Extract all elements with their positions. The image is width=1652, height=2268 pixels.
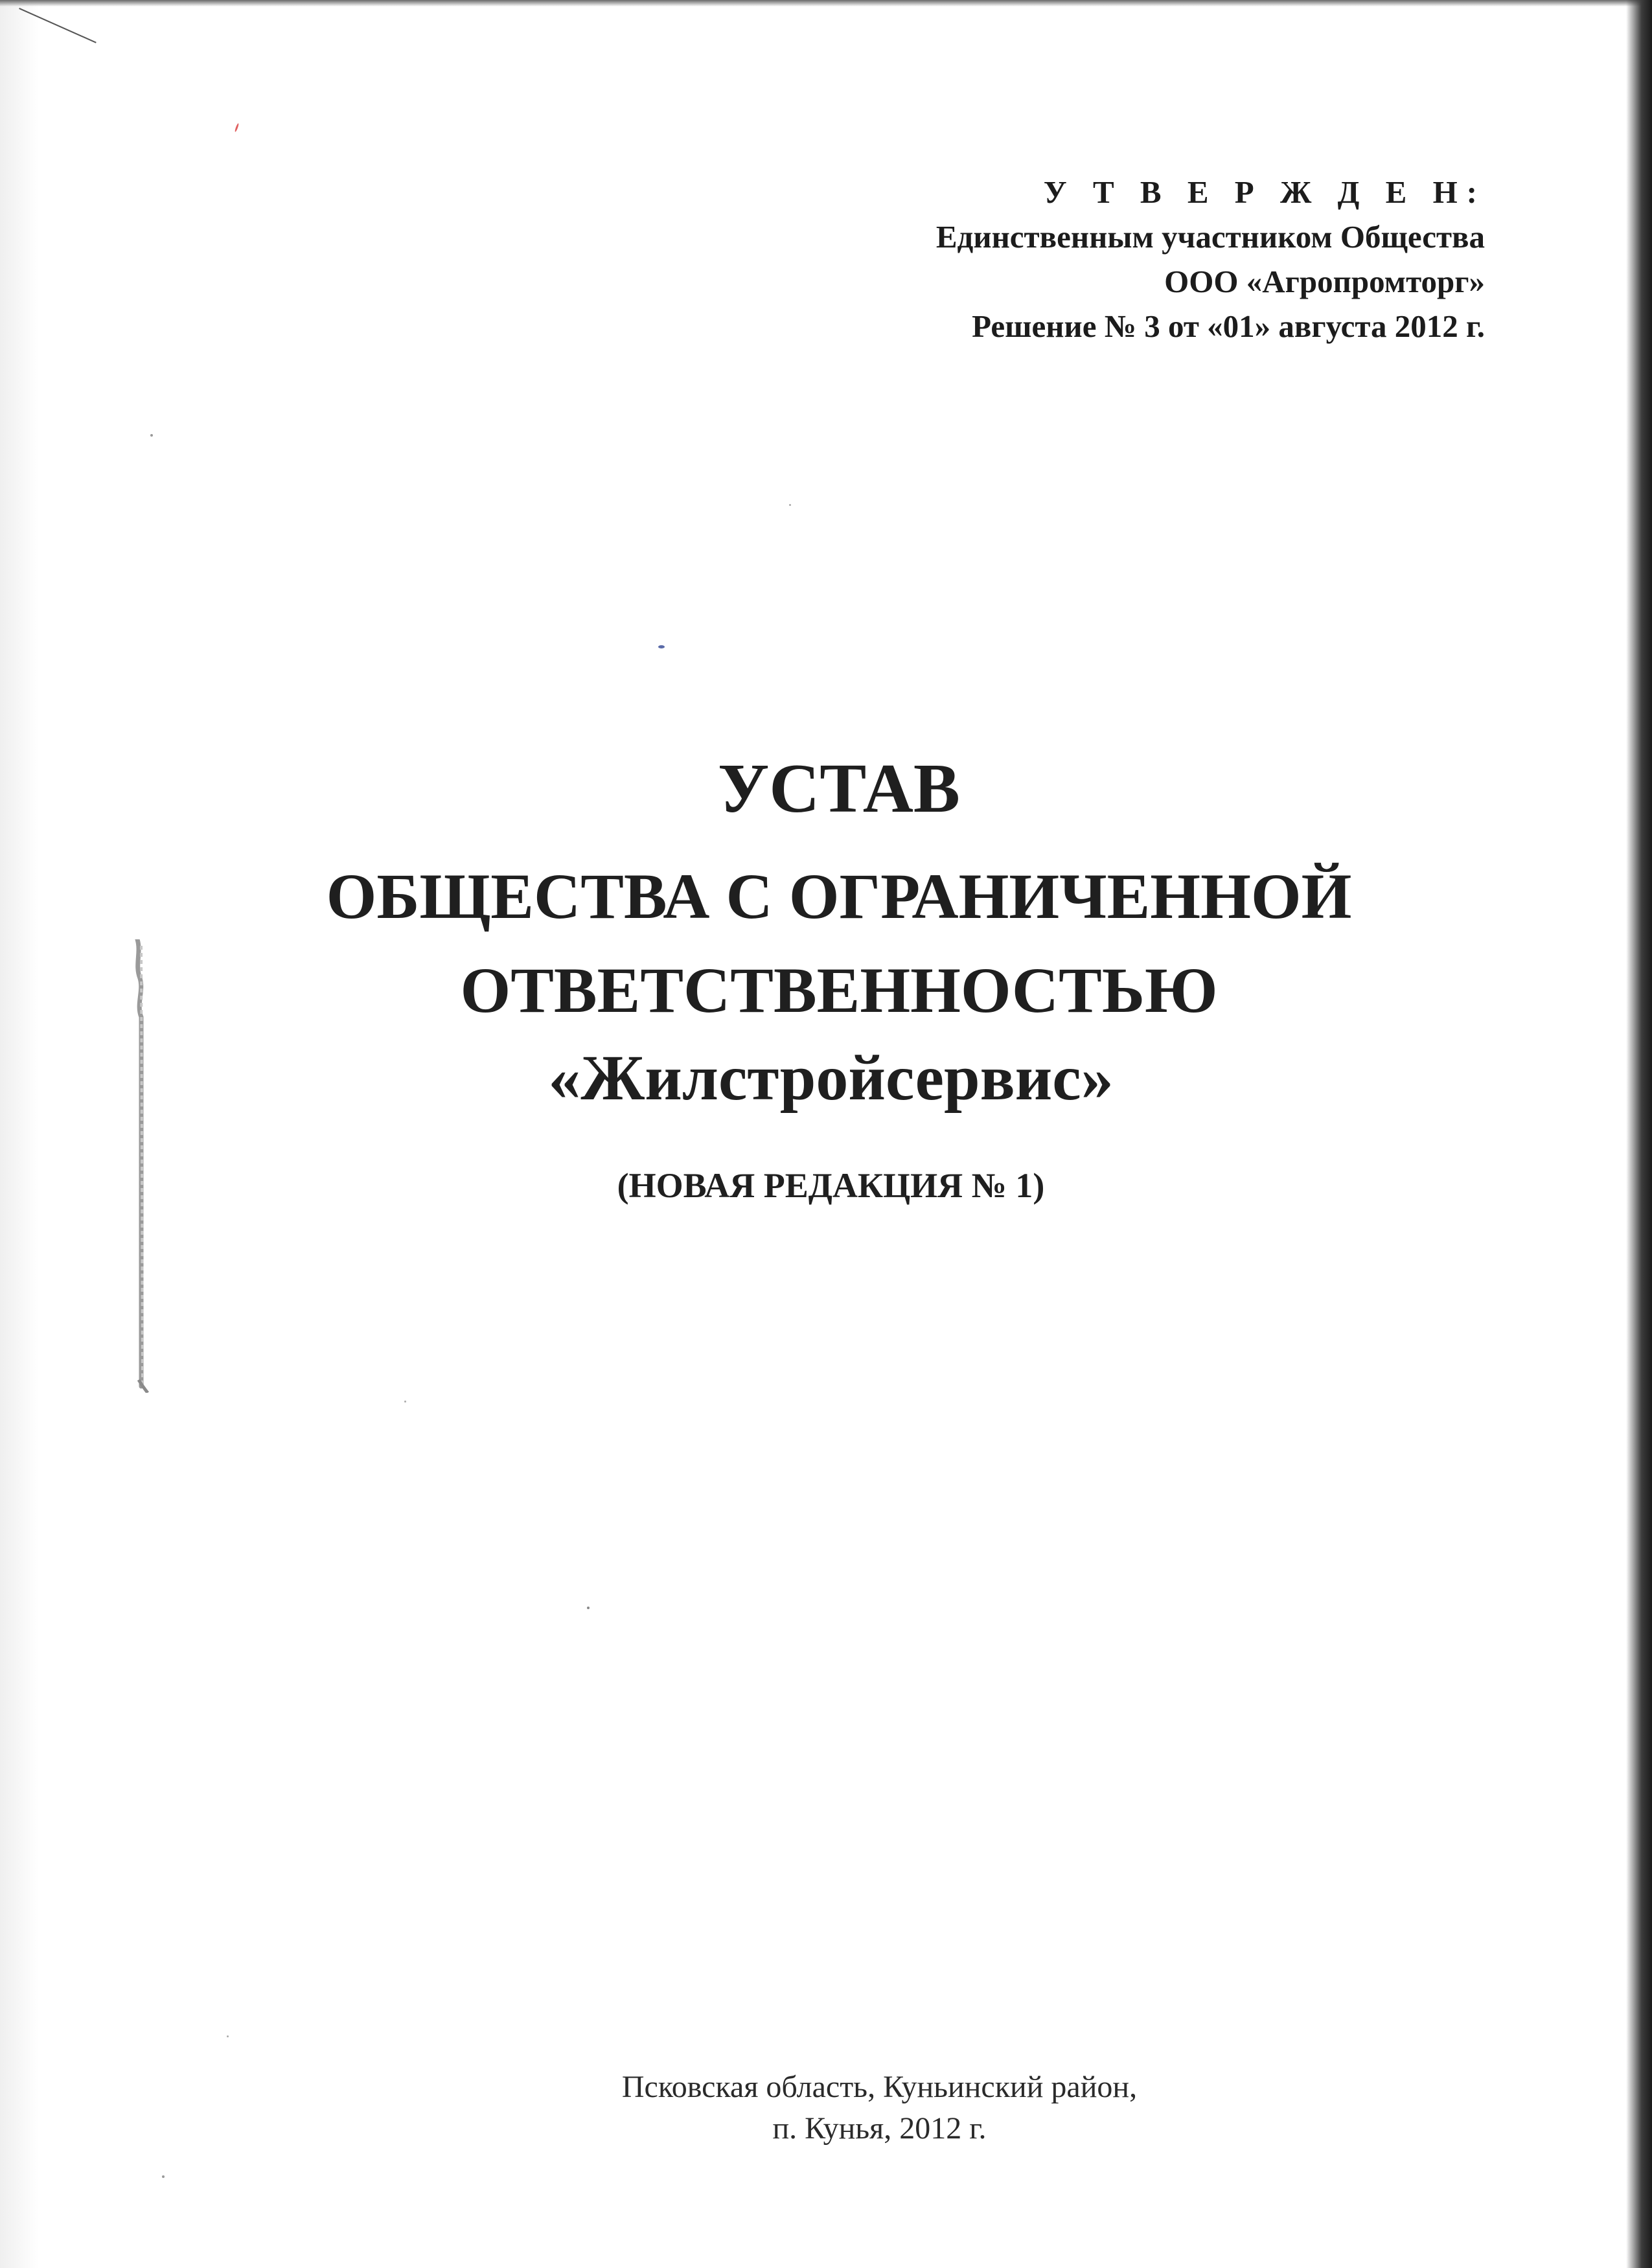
- footer-settlement-year: п. Кунья, 2012 г.: [772, 2111, 987, 2146]
- organization-form-line-2: ОТВЕТСТВЕННОСТЬЮ: [460, 954, 1218, 1026]
- approval-line-decision: Решение № 3 от «01» августа 2012 г.: [972, 308, 1485, 344]
- edition-label: (НОВАЯ РЕДАКЦИЯ № 1): [617, 1166, 1045, 1205]
- scan-speck: [404, 1401, 406, 1403]
- scan-speck: [162, 2175, 165, 2178]
- scan-speck: [227, 2035, 229, 2037]
- scan-speck: [658, 645, 665, 648]
- approval-heading: У Т В Е Р Ж Д Е Н:: [1043, 174, 1486, 210]
- scan-speck: [235, 123, 240, 132]
- approval-line-participant: Единственным участником Общества: [935, 219, 1485, 255]
- scan-speck: [587, 1607, 590, 1609]
- document-title: УСТАВ: [718, 750, 960, 827]
- scan-speck: [789, 504, 791, 506]
- scan-edge-top: [0, 0, 1652, 6]
- organization-form-line-1: ОБЩЕСТВА С ОГРАНИЧЕННОЙ: [326, 860, 1352, 932]
- place-and-year: [0, 2067, 1652, 2149]
- approval-stamp-block: [936, 170, 1485, 349]
- organization-name: «Жилстройсервис»: [548, 1042, 1114, 1114]
- approval-line-company: ООО «Агропромторг»: [1164, 264, 1485, 299]
- footer-location: Псковская область, Куньинский район,: [621, 2070, 1138, 2104]
- scan-speck: [150, 434, 153, 437]
- binding-thread-icon: [132, 939, 152, 1393]
- scan-shadow-left: [0, 0, 39, 2268]
- scan-edge-right: [1626, 0, 1652, 2268]
